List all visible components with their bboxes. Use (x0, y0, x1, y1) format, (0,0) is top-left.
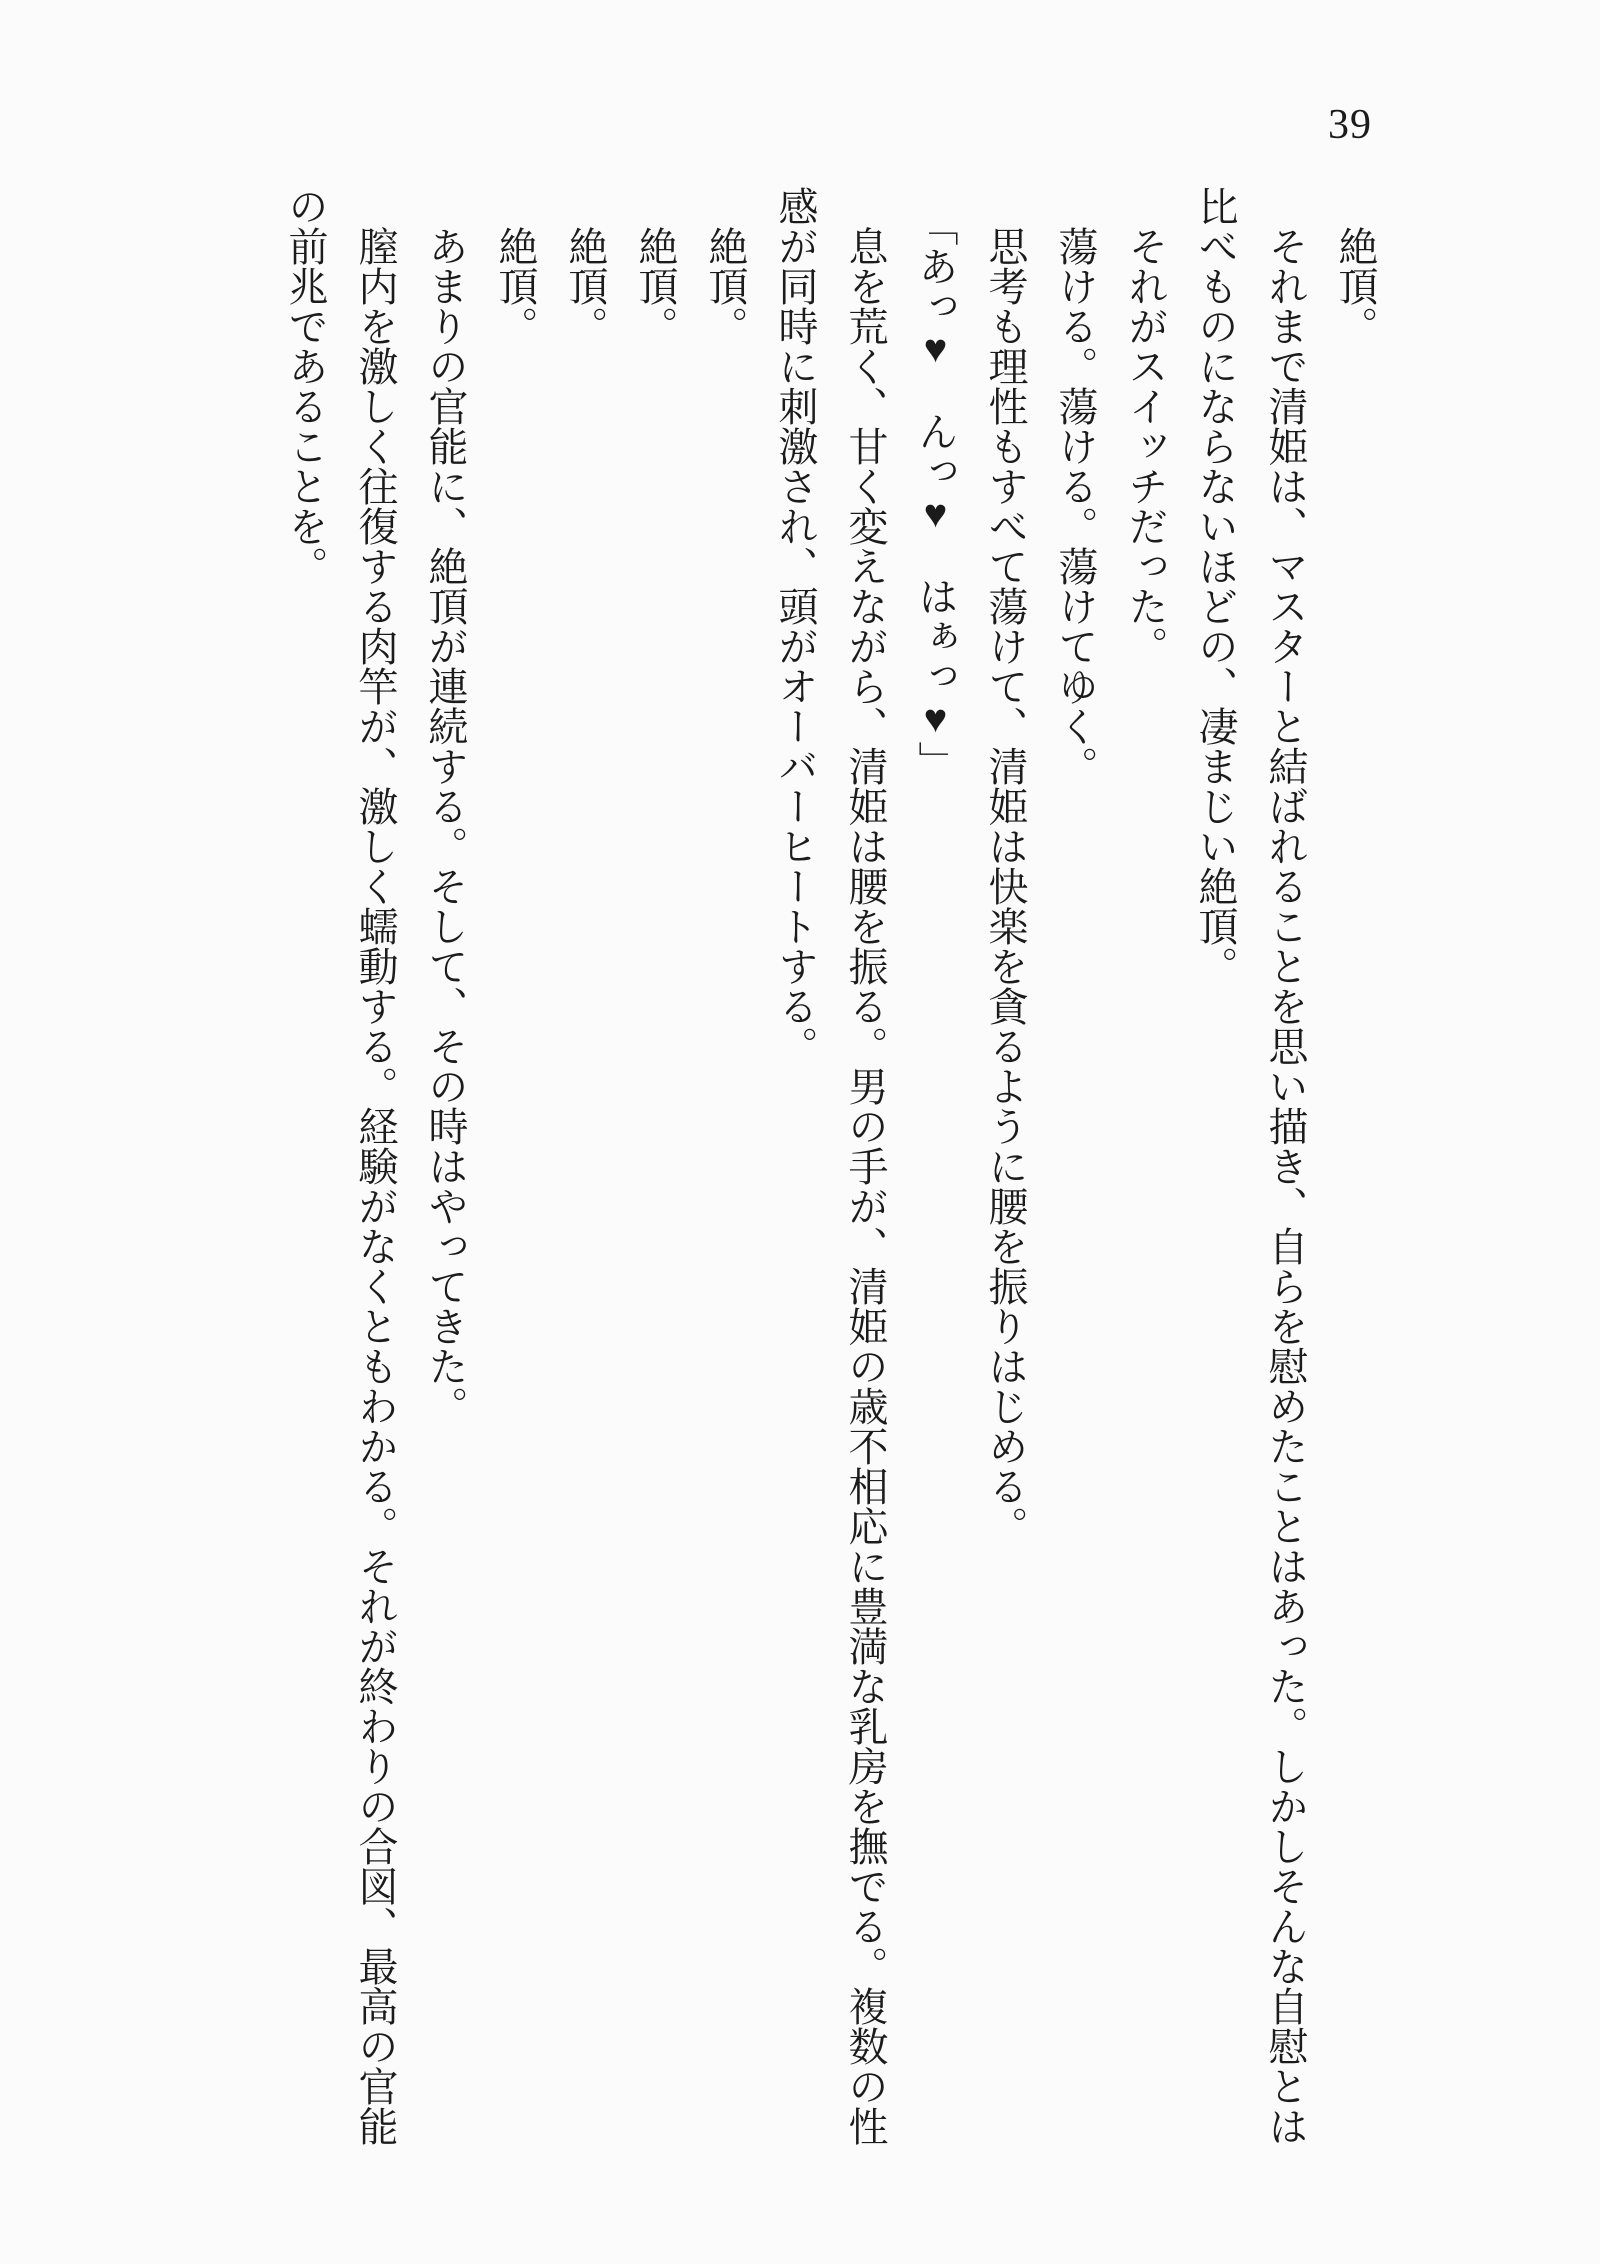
paragraph: 絶頂。 (493, 226, 538, 346)
paragraph: 絶頂。 (1333, 226, 1378, 346)
text-block (270, 186, 1390, 2148)
paragraph: 絶頂。 (703, 226, 748, 346)
paragraph: それまで清姫は、マスターと結ばれることを思い描き、自らを慰めたことはあった。しかしそんな自慰とは比べものにならないほどの、凄まじい絶頂。 (1193, 186, 1308, 2146)
paragraph: 息を荒く、甘く変えながら、清姫は腰を振る。男の手が、清姫の歳不相応に豊満な乳房を撫でる。複数の性感が同時に刺激され、頭がオーバーヒートする。 (773, 186, 888, 2146)
paragraph-dialogue: 「あっ♥ んっ♥ はぁっ♥」 (913, 206, 958, 781)
page-number: 39 (1328, 102, 1372, 148)
paragraph: 蕩ける。蕩ける。蕩けてゆく。 (1053, 226, 1098, 786)
paragraph: 思考も理性もすべて蕩けて、清姫は快楽を貪るように腰を振りはじめる。 (983, 226, 1028, 1546)
paragraph: あまりの官能に、絶頂が連続する。そして、その時はやってきた。 (423, 226, 468, 1426)
paragraph: 絶頂。 (563, 226, 608, 346)
paragraph: 膣内を激しく往復する肉竿が、激しく蠕動する。経験がなくともわかる。それが終わりの合図、最高の官能の前兆であることを。 (283, 186, 398, 2146)
paragraph: それがスイッチだった。 (1123, 226, 1168, 666)
paragraph: 絶頂。 (633, 226, 678, 346)
